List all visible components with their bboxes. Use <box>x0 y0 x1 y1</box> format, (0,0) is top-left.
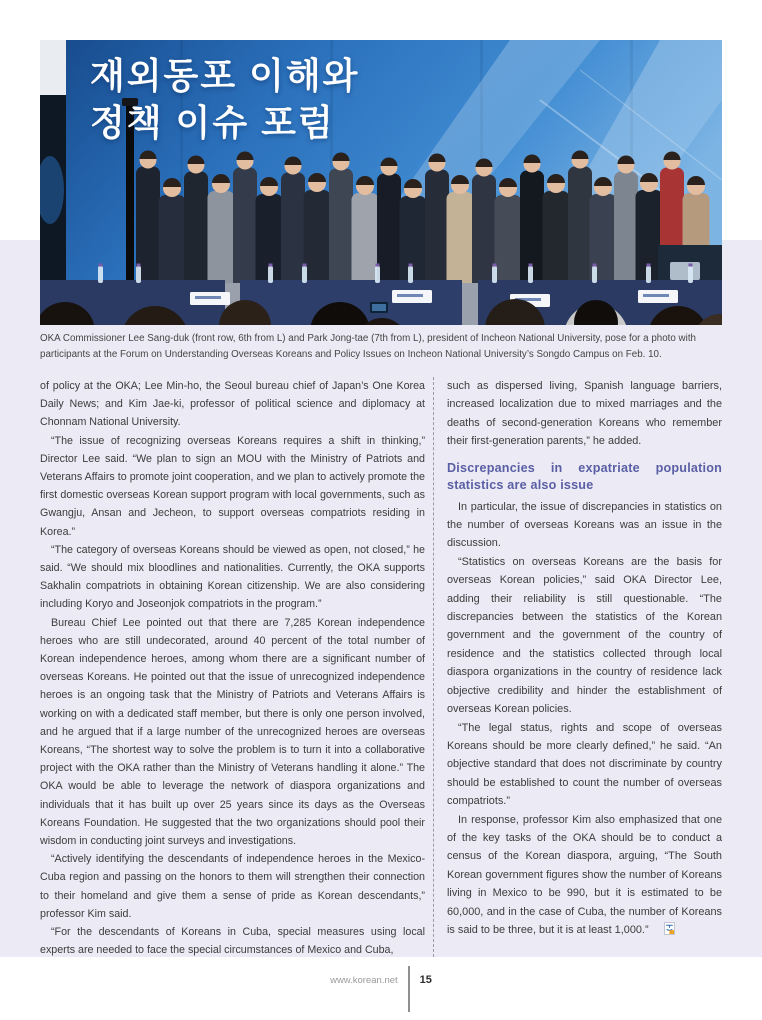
banner-title <box>90 52 359 146</box>
article-body <box>40 377 722 963</box>
article-paragraph: “Statistics on overseas Koreans are the basis for overseas Korean policies,” said OKA Director Lee, adding their reliability is still questionable. “The discrepancies between the statistics of the Korean government and the government of the country of residence and the statistics collected through local diaspora organizations in the country of residence lack objective credibility and hinder the establishment of overseas Korean policies. <box>447 555 722 716</box>
article-paragraph: “The issue of recognizing overseas Koreans requires a shift in thinking,” Director Lee said. “We plan to sign an MOU with the Ministry of Patriots and Veterans Affairs to promote joint cooperation, and we plan to actively promote the first domestic overseas Korean support program with local governments, such as Gwangju, Ansan and Jecheon, to support overseas compatriots residing in Korea.” <box>40 434 425 538</box>
article-paragraph: such as dispersed living, Spanish language barriers, increased localization due to mixed marriages and the deaths of second-generation Koreans who remember their first-generation parents,” he added. <box>447 380 722 448</box>
article-paragraph: “The category of overseas Koreans should be viewed as open, not closed,” he said. “We should mix bloodlines and nationalities. Currently, the OKA supports Sakhalin compatriots in obtaining Korean citizenship. We are also considering including Koryo and Joseonjok compatriots in the program.” <box>40 543 425 611</box>
article-paragraph: Bureau Chief Lee pointed out that there are 7,285 Korean independence heroes who are still undecorated, around 40 percent of the total number of Korean independence heroes, among whom there are a significant number of overseas Koreans. He pointed out that the issue of unrecognized independence heroes is an ongoing task that the Ministry of Patriots and Veterans Affairs is working on with a dedicated staff member, but there is only one person involved, and he argued that if a large number of the unrecognized heroes are overseas Koreans, “The shortest way to solve the problem is to turn it into a collaborative project with the OKA rather than the Ministry of Veterans handling it alone.” The OKA would be able to leverage the network of diaspora organizations and individuals that it has built up over 25 years since its days as the Overseas Koreans Foundation. He suggested that the two organizations should pool their wisdom in conducting joint surveys and investigations. <box>40 616 425 848</box>
page-footer <box>0 966 762 1012</box>
korean-net-end-mark-icon <box>653 922 675 941</box>
banner-title-line2: 정책 이슈 포럼 <box>90 102 335 143</box>
section-heading: Discrepancies in expatriate population statistics are also issue <box>447 460 722 492</box>
footer-divider-line <box>408 966 410 1012</box>
page-number: 15 <box>419 974 432 986</box>
forum-group-photo <box>40 40 722 325</box>
photo-caption: OKA Commissioner Lee Sang-duk (front row, 6th from L) and Park Jong-tae (7th from L), president of Incheon National University, pose for a photo with participants at the Forum on Understanding Overseas Koreans and Policy Issues on Incheon National University’s Songdo Campus on Feb. 10. <box>40 333 696 360</box>
article-paragraph: In particular, the issue of discrepancies in statistics on the number of overseas Koreans was an issue in the discussion. <box>447 500 722 550</box>
website-url: www.korean.net <box>330 975 398 986</box>
article-paragraph: “Actively identifying the descendants of independence heroes in the Mexico-Cuba region and passing on the honors to them will strengthen their connection to their homeland and give them a sense of pride as Korean descendants,” professor Kim said. <box>40 853 425 920</box>
banner-title-line1: 재외동포 이해와 <box>90 55 360 96</box>
article-column-left <box>40 377 425 963</box>
article-paragraph: “The legal status, rights and scope of overseas Koreans should be more clearly defined,” he said. “An objective standard that does not discriminate by country should be established to count the number of overseas compatriots.” <box>447 721 722 808</box>
article-paragraph: of policy at the OKA; Lee Min-ho, the Seoul bureau chief of Japan’s One Korea Daily News; and Kim Jae-ki, professor of political science and diplomacy at Chonnam National University. <box>40 380 425 429</box>
article-column-right <box>447 377 722 963</box>
article-paragraph: “For the descendants of Koreans in Cuba, special measures using local experts are needed to face the special circumstances of Mexico and Cuba, <box>40 926 425 957</box>
column-divider <box>433 377 434 957</box>
article-paragraph: In response, professor Kim also emphasized that one of the key tasks of the OKA should be to conduct a census of the Korean diaspora, arguing, “The South Korean government figures show the number of Koreans living in Mexico to be 990, but it is estimated to be 60,000, and in the case of Cuba, the number of Koreans is said to be three, but it is at least 1,000.” <box>447 811 722 942</box>
